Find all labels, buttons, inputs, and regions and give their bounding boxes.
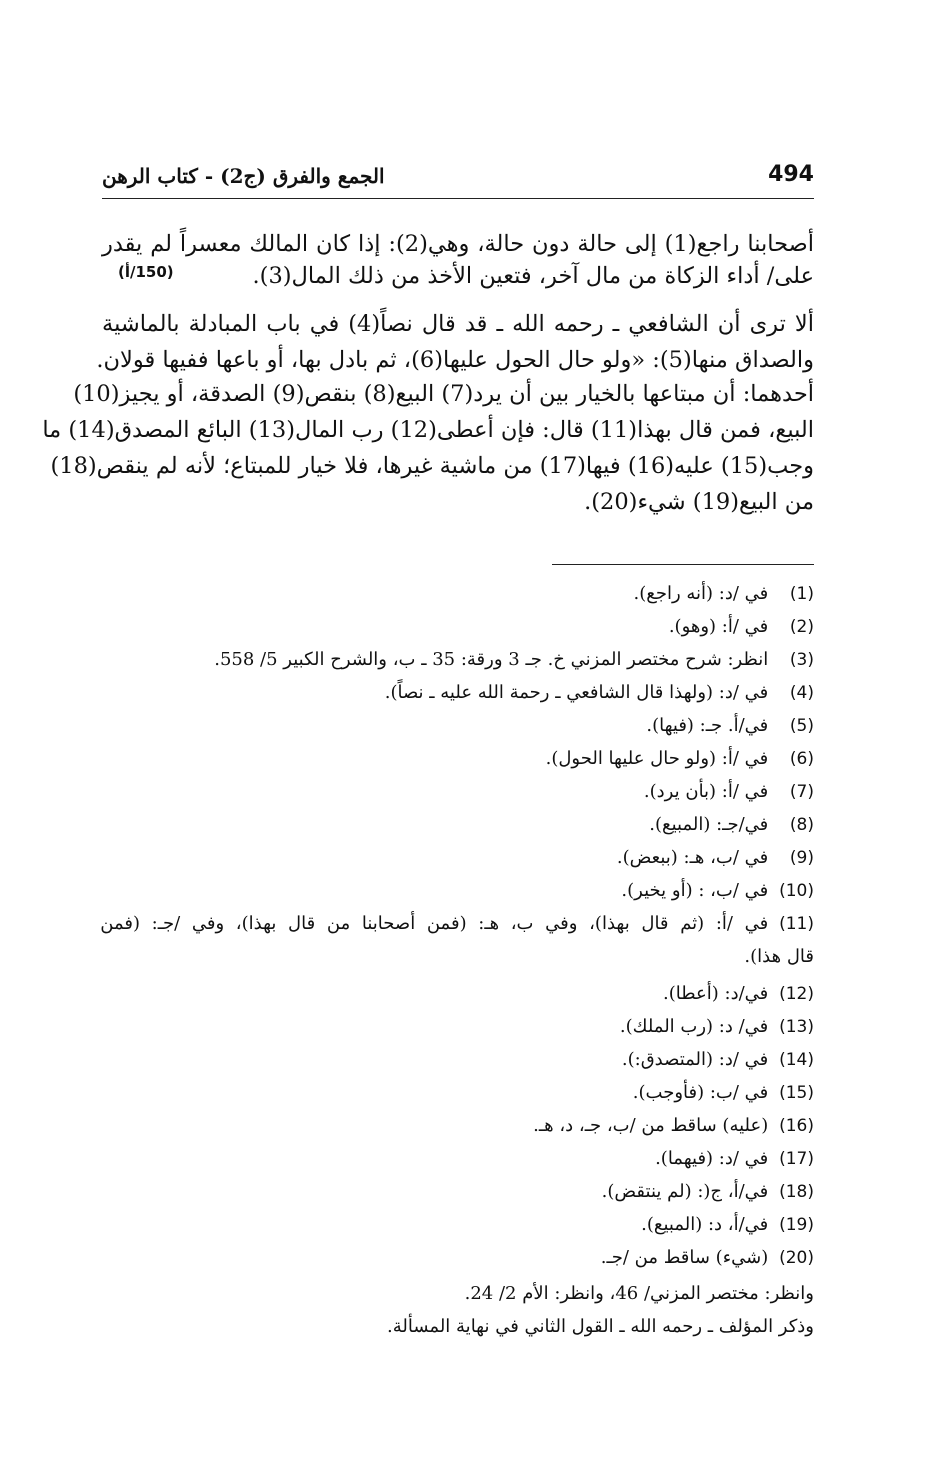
- footnote: [102, 613, 814, 641]
- text-line: والصداق منها(5): «ولو حال الحول عليها(6)، ثم بادل بها، أو باعها ففيها قولان.: [96, 347, 814, 373]
- footnote: [102, 1046, 814, 1074]
- footnote-number: (5): [789, 716, 814, 736]
- footnote: [102, 811, 814, 839]
- footnote-text: في /د: (فيهما).: [655, 1148, 769, 1169]
- footnote-number: (2): [789, 617, 814, 637]
- text-line: البيع، فمن قال بهذا(11) قال: فإن أعطى(12) رب المال(13) البائع المصدق(14) ما: [42, 417, 814, 443]
- footnote-number: (1): [789, 584, 814, 604]
- footnote-number: (17): [779, 1149, 814, 1169]
- text-line: أحدهما: أن مبتاعها بالخيار بين أن يرد(7) البيع(8) بنقص(9) الصدقة، أو يجيز(10): [73, 381, 814, 407]
- footnote-separator: [552, 564, 814, 565]
- footnote: [102, 1112, 814, 1140]
- footnote-number: (4): [789, 683, 814, 703]
- footnote-number: (6): [789, 749, 814, 769]
- footnote: [102, 980, 814, 1008]
- footnote-text: (عليه) ساقط من /ب، جـ، د، هـ.: [533, 1115, 769, 1136]
- footnote-note: وذكر المؤلف ـ رحمه الله ـ القول الثاني في نهاية المسألة.: [387, 1316, 814, 1337]
- footnote: [102, 877, 814, 905]
- footnote-text: في/أ، د: (المبيع).: [641, 1214, 769, 1235]
- page-header: [102, 158, 814, 199]
- footnote-number: (20): [779, 1248, 814, 1268]
- footnote: [102, 1244, 814, 1272]
- footnote-text: (شيء) ساقط من /جـ.: [600, 1247, 769, 1268]
- footnote-number: (16): [779, 1116, 814, 1136]
- footnote-number: (18): [779, 1182, 814, 1202]
- footnote-text: في/د: (أعطا).: [663, 983, 769, 1004]
- footnote: [102, 712, 814, 740]
- footnote-text: انظر: شرح مختصر المزني خ. جـ 3 ورقة: 35 ـ ب، والشرح الكبير 5/ 558.: [214, 649, 769, 670]
- footnote-text: في /د: (المتصدق:).: [621, 1049, 769, 1070]
- footnote-number: (19): [779, 1215, 814, 1235]
- running-title: الجمع والفرق (ج2) - كتاب الرهن: [102, 164, 385, 188]
- footnote-text: في /ب، : (أو يخير).: [621, 880, 769, 901]
- footnote-number: (9): [789, 848, 814, 868]
- footnote-number: (14): [779, 1050, 814, 1070]
- footnote-text: في /أ: (بأن يرد).: [643, 781, 769, 802]
- footnote-text: في /أ: (وهو).: [668, 616, 769, 637]
- footnote-number: (11): [779, 914, 814, 934]
- footnote-note: وانظر: مختصر المزني/ 46، وانظر: الأم 2/ 24.: [464, 1283, 814, 1304]
- text-line: أصحابنا راجع(1) إلى حالة دون حالة، وهي(2): إذا كان المالك معسراً لم يقدر: [102, 231, 814, 257]
- footnote-text: في/أ. جـ: (فيها).: [646, 715, 769, 736]
- footnote-text: في/جـ: (المبيع).: [649, 814, 769, 835]
- footnote-number: (13): [779, 1017, 814, 1037]
- footnote-number: (8): [789, 815, 814, 835]
- footnote: [102, 580, 814, 608]
- footnote-number: (10): [779, 881, 814, 901]
- footnote-text: في/ د: (رب الملك).: [619, 1016, 769, 1037]
- footnote-text: في/أ، ج(: (لم ينتقض).: [601, 1181, 769, 1202]
- page-number: 494: [768, 162, 814, 187]
- footnote-number: (7): [789, 782, 814, 802]
- footnote-number: (3): [789, 650, 814, 670]
- footnote: [102, 1211, 814, 1239]
- footnote: [102, 1013, 814, 1041]
- footnote-text: في /د: (أنه راجع).: [633, 583, 769, 604]
- footnote: [102, 844, 814, 872]
- footnote: [102, 745, 814, 773]
- footnote-text: في /ب: (فأوجب).: [632, 1082, 769, 1103]
- footnote: [102, 1145, 814, 1173]
- text-line: ألا ترى أن الشافعي ـ رحمه الله ـ قد قال نصاً(4) في باب المبادلة بالماشية: [102, 311, 814, 337]
- footnote: [102, 778, 814, 806]
- footnote-text: في /أ: (ثم قال بهذا)، وفي ب، هـ: (فمن أصحابنا من قال بهذا)، وفي /جـ: (فمن: [100, 913, 769, 934]
- footnote: [102, 1178, 814, 1206]
- footnote-number: (15): [779, 1083, 814, 1103]
- footnote: [102, 679, 814, 707]
- footnote-text: في /ب، هـ: (ببعض).: [616, 847, 769, 868]
- margin-folio-note: (150/أ): [118, 263, 174, 281]
- footnote: [102, 910, 814, 938]
- footnote-number: (12): [779, 984, 814, 1004]
- text-line: على/ أداء الزكاة من مال آخر، فتعين الأخذ من ذلك المال(3).: [252, 263, 814, 289]
- text-line: وجب(15) عليه(16) فيها(17) من ماشية غيرها، فلا خيار للمبتاع؛ لأنه لم ينقص(18): [50, 453, 814, 479]
- footnote: [102, 1079, 814, 1107]
- text-line: من البيع(19) شيء(20).: [584, 489, 814, 515]
- footnote-text: في /د: (ولهذا قال الشافعي ـ رحمة الله عليه ـ نصاً).: [384, 682, 769, 703]
- footnote: [102, 646, 814, 674]
- footnote-continuation: قال هذا).: [744, 946, 814, 967]
- footnote-text: في /أ: (ولو حال عليها الحول).: [545, 748, 769, 769]
